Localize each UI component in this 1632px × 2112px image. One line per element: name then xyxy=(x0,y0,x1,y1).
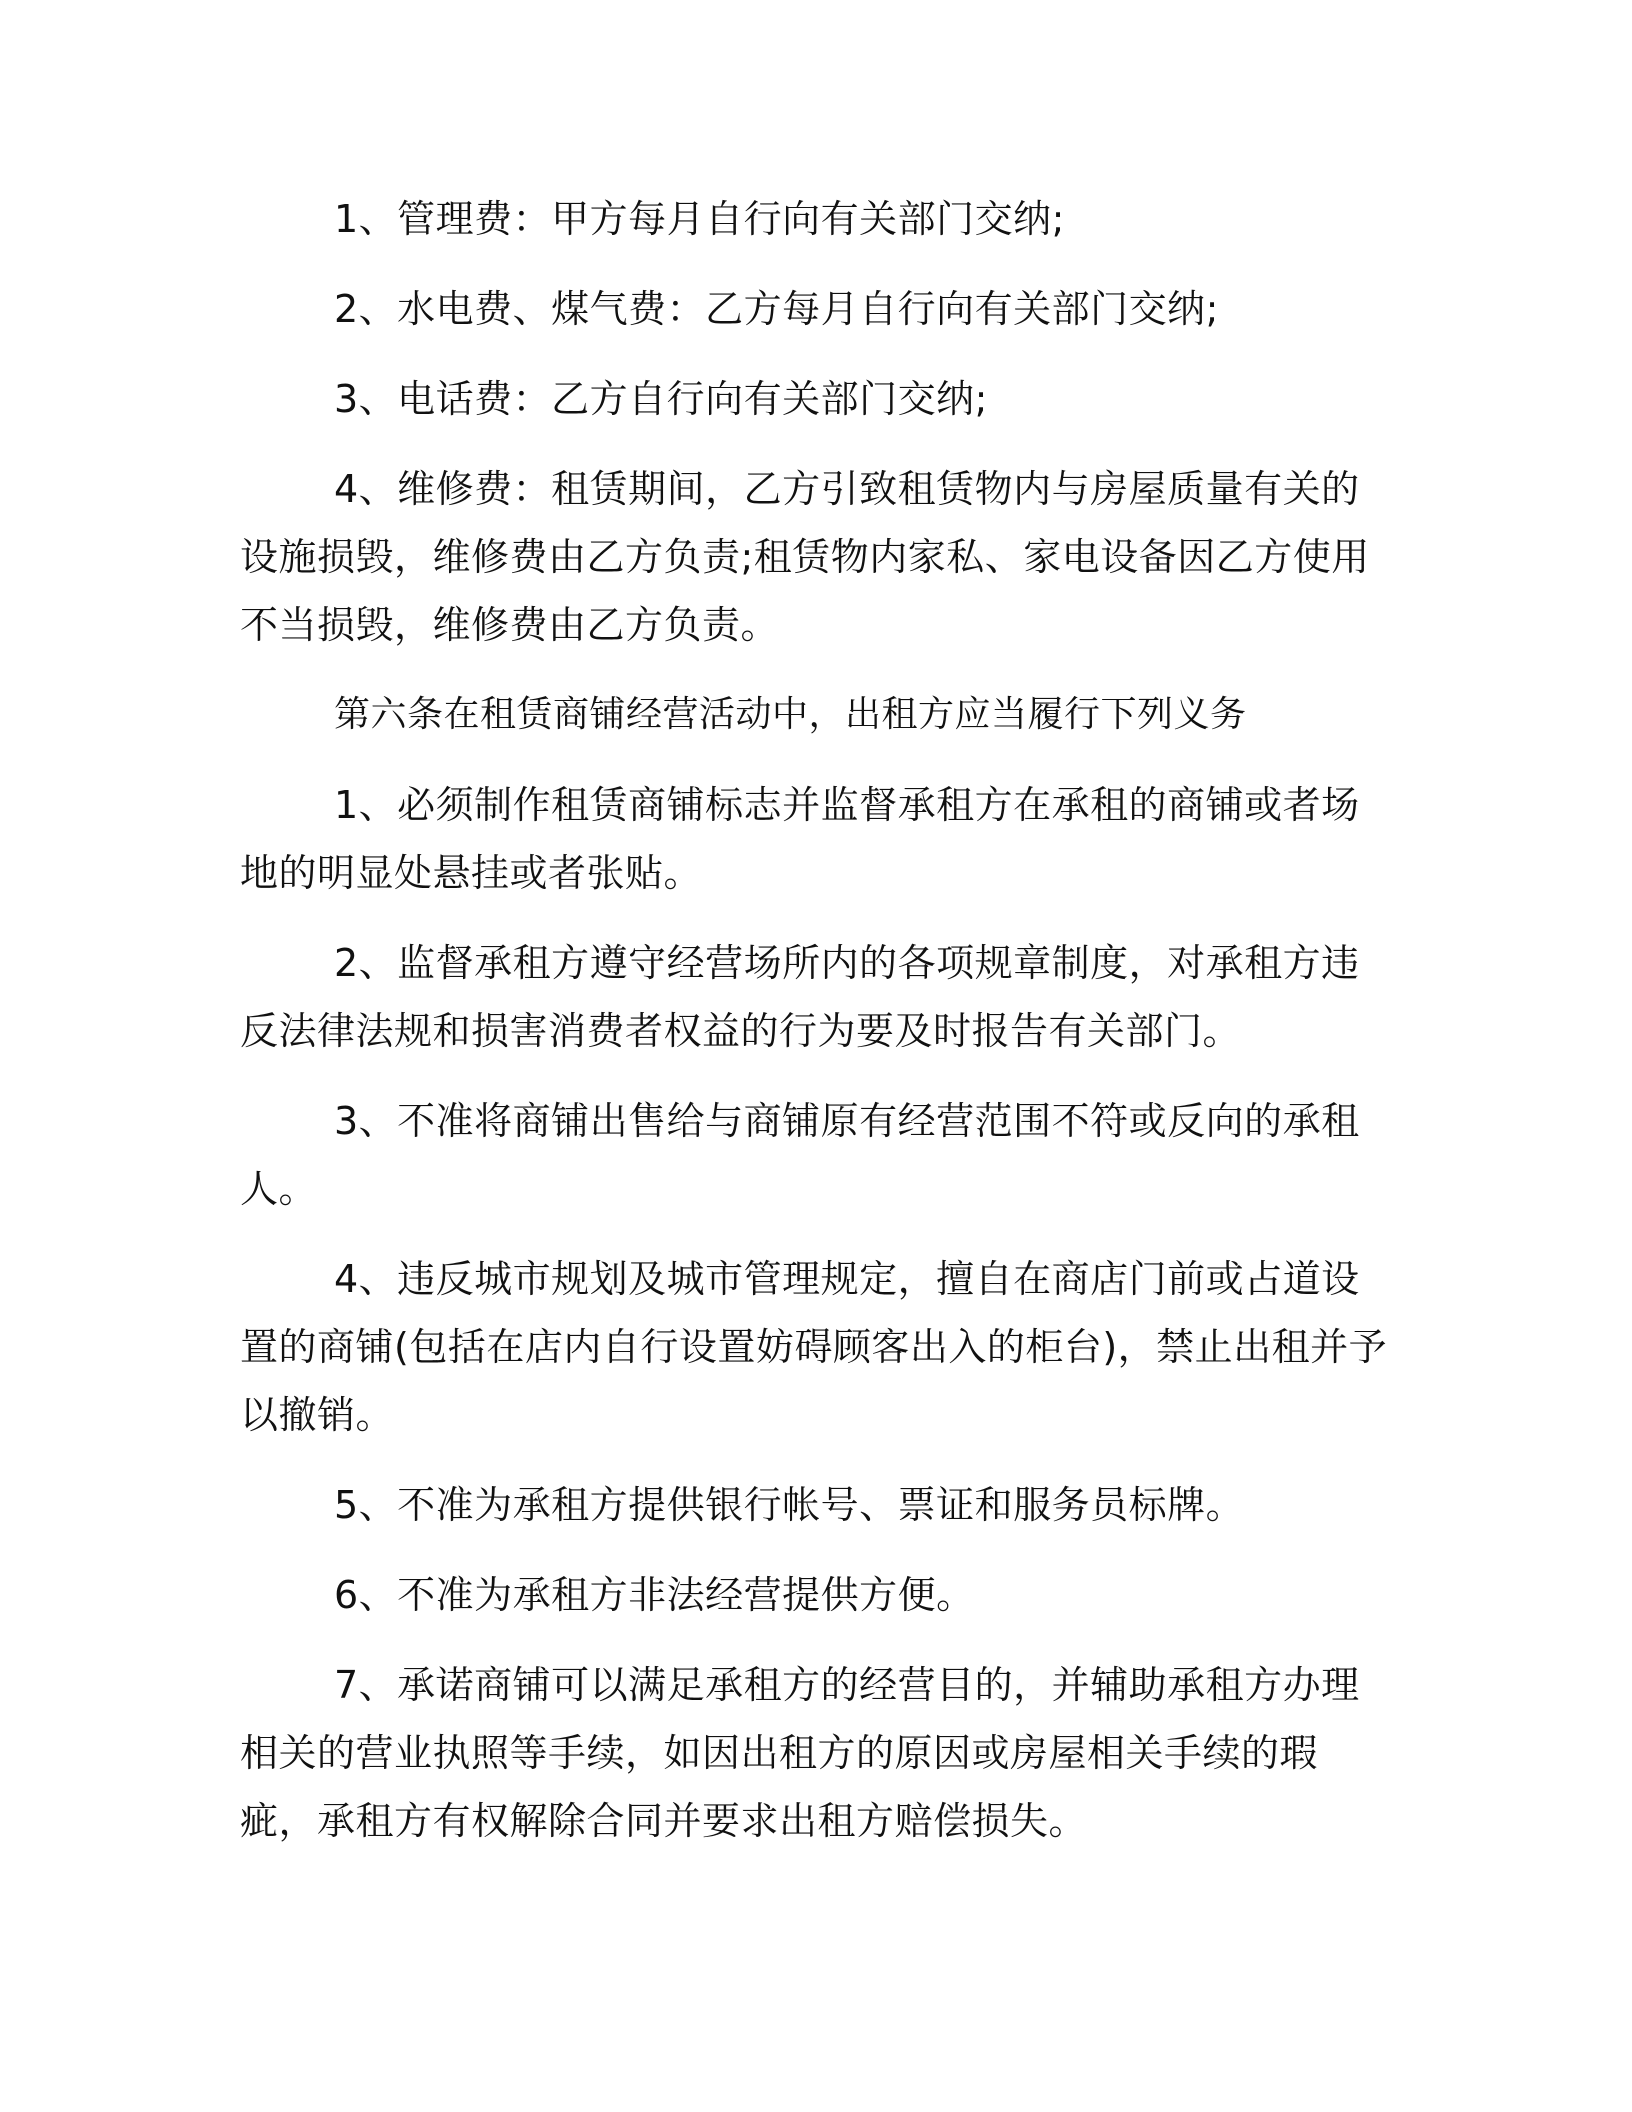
document-body xyxy=(240,185,1390,1877)
paragraph-duty-1: 1、必须制作租赁商铺标志并监督承租方在承租的商铺或者场地的明显处悬挂或者张贴。 xyxy=(240,783,1360,895)
paragraph-duty-3: 3、不准将商铺出售给与商铺原有经营范围不符或反向的承租人。 xyxy=(240,1099,1360,1211)
paragraph-fee-maintenance: 4、维修费：租赁期间，乙方引致租赁物内与房屋质量有关的设施损毁，维修费由乙方负责;租赁物内家私、家电设备因乙方使用不当损毁，维修费由乙方负责。 xyxy=(240,467,1370,647)
paragraph-fee-management: 1、管理费：甲方每月自行向有关部门交纳; xyxy=(334,197,1065,241)
paragraph-fee-utilities: 2、水电费、煤气费：乙方每月自行向有关部门交纳; xyxy=(334,287,1219,331)
paragraph-duty-4: 4、违反城市规划及城市管理规定，擅自在商店门前或占道设置的商铺(包括在店内自行设置妨碍顾客出入的柜台)，禁止出租并予以撤销。 xyxy=(240,1257,1388,1437)
paragraph-duty-6: 6、不准为承租方非法经营提供方便。 xyxy=(334,1573,975,1617)
paragraph-duty-2: 2、监督承租方遵守经营场所内的各项规章制度，对承租方违反法律法规和损害消费者权益的行为要及时报告有关部门。 xyxy=(240,941,1360,1053)
paragraph-duty-7: 7、承诺商铺可以满足承租方的经营目的，并辅助承租方办理相关的营业执照等手续，如因出租方的原因或房屋相关手续的瑕疵，承租方有权解除合同并要求出租方赔偿损失。 xyxy=(240,1663,1360,1843)
article-six-heading: 第六条在租赁商铺经营活动中，出租方应当履行下列义务 xyxy=(334,694,1247,735)
paragraph-duty-5: 5、不准为承租方提供银行帐号、票证和服务员标牌。 xyxy=(334,1483,1245,1527)
paragraph-fee-telephone: 3、电话费：乙方自行向有关部门交纳; xyxy=(334,377,988,421)
